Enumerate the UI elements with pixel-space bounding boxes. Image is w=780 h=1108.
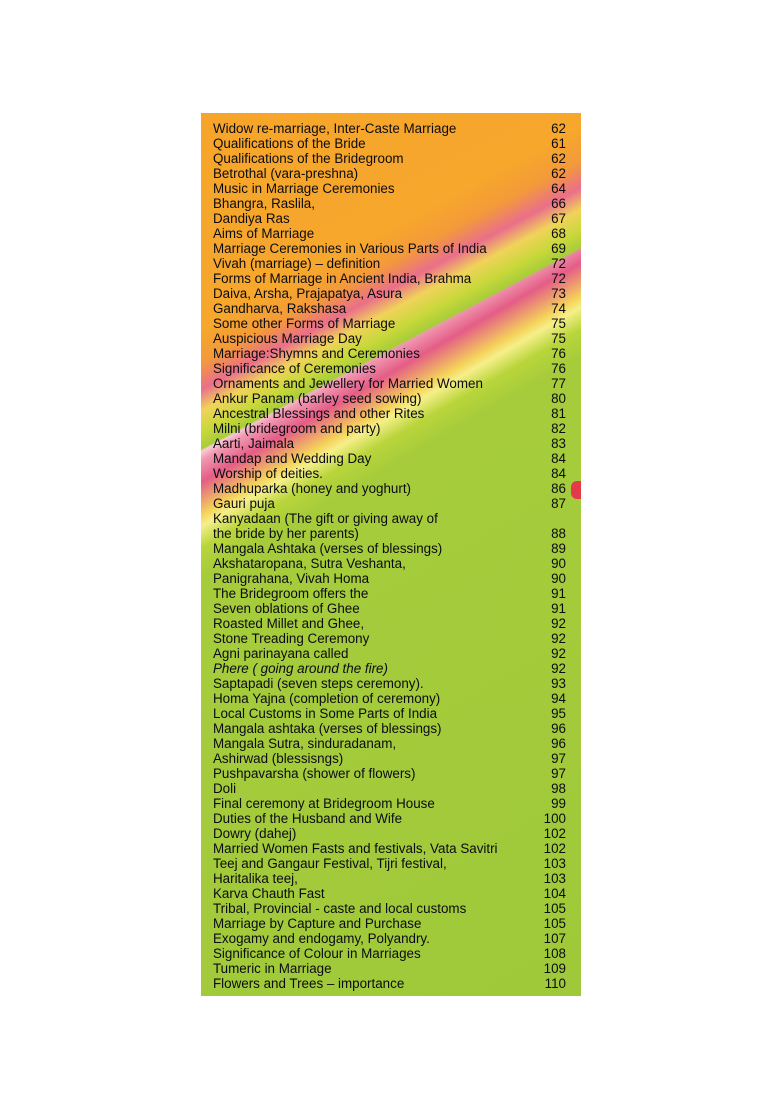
toc-entry-title: Some other Forms of Marriage [213,316,396,331]
toc-entry [213,136,569,151]
toc-entry-page-number: 86 [551,481,566,496]
toc-entry-title: Mandap and Wedding Day [213,451,372,466]
toc-entry-page-number: 95 [551,706,566,721]
toc-entry-title: Betrothal (vara-preshna) [213,166,359,181]
toc-entry-page-number: 64 [551,181,566,196]
toc-entry [213,616,569,631]
toc-entry-page-number: 72 [551,256,566,271]
toc-entry-page-number: 76 [551,361,566,376]
toc-entry [213,871,569,886]
toc-entry-title: Music in Marriage Ceremonies [213,181,395,196]
toc-entry [213,631,569,646]
toc-entry-page-number: 100 [543,811,566,826]
toc-entry-title: Mangala Sutra, sinduradanam, [213,736,397,751]
toc-entry-page-number: 96 [551,721,566,736]
toc-entry-page-number: 98 [551,781,566,796]
toc-entry-title: Gandharva, Rakshasa [213,301,347,316]
toc-entry-title: Doli [213,781,237,796]
toc-entry-title: Karva Chauth Fast [213,886,325,901]
toc-entry-title: Mangala Ashtaka (verses of blessings) [213,541,443,556]
toc-entry-page-number: 62 [551,151,566,166]
toc-entry-title: Ashirwad (blessisngs) [213,751,344,766]
toc-entry-title: Tribal, Provincial - caste and local customs [213,901,467,916]
toc-entry [213,271,569,286]
toc-entry-page-number: 90 [551,556,566,571]
toc-entry-title: Local Customs in Some Parts of India [213,706,438,721]
toc-entry-page-number: 102 [543,841,566,856]
toc-entry [213,796,569,811]
toc-entry [213,706,569,721]
toc-entry-title: Aims of Marriage [213,226,315,241]
toc-entry-title: Widow re-marriage, Inter-Caste Marriage [213,121,457,136]
toc-entry-page-number: 104 [543,886,566,901]
toc-entry-page-number: 61 [551,136,566,151]
toc-entry-page-number: 69 [551,241,566,256]
toc-entry-page-number: 109 [543,961,566,976]
toc-entry [213,781,569,796]
toc-entry [213,181,569,196]
toc-entry [213,931,569,946]
toc-entry-page-number: 89 [551,541,566,556]
toc-entry-page-number: 87 [551,496,566,511]
toc-entry-page-number: 67 [551,211,566,226]
toc-entry-title: Panigrahana, Vivah Homa [213,571,370,586]
toc-entry [213,721,569,736]
toc-entry-title: Daiva, Arsha, Prajapatya, Asura [213,286,403,301]
toc-entry-page-number: 99 [551,796,566,811]
toc-entry [213,976,569,991]
toc-entry-title: Agni parinayana called [213,646,349,661]
toc-entry [213,196,569,211]
toc-entry-title: Dowry (dahej) [213,826,297,841]
toc-entry-title: Flowers and Trees – importance [213,976,405,991]
toc-entry-title: Kanyadaan (The gift or giving away of [213,511,438,526]
toc-entry [213,571,569,586]
toc-entry-title: Married Women Fasts and festivals, Vata Savitri [213,841,498,856]
toc-entry-title: Vivah (marriage) – definition [213,256,381,271]
toc-entry [213,676,569,691]
toc-entry [213,286,569,301]
contents-panel [201,113,581,996]
toc-entry-title: Saptapadi (seven steps ceremony). [213,676,424,691]
toc-entry [213,526,569,541]
toc-entry-page-number: 72 [551,271,566,286]
toc-entry-page-number: 93 [551,676,566,691]
toc-entry [213,661,569,676]
toc-entry-page-number: 96 [551,736,566,751]
toc-entry-title: Ancestral Blessings and other Rites [213,406,425,421]
toc-entry-title: Phere ( going around the fire) [213,661,388,676]
toc-entry-page-number: 94 [551,691,566,706]
toc-entry [213,646,569,661]
toc-entry-title: Teej and Gangaur Festival, Tijri festival, [213,856,447,871]
toc-entry [213,151,569,166]
toc-entry-title: Forms of Marriage in Ancient India, Brahma [213,271,472,286]
toc-entry [213,481,569,496]
toc-entry-title: Bhangra, Raslila, [213,196,315,211]
toc-entry [213,316,569,331]
toc-entry [213,331,569,346]
toc-entry [213,586,569,601]
toc-entry-page-number: 103 [543,871,566,886]
toc-entry-title: Marriage:Shymns and Ceremonies [213,346,420,361]
toc-entry [213,376,569,391]
toc-entry-page-number: 92 [551,646,566,661]
toc-entry [213,601,569,616]
toc-entry [213,811,569,826]
toc-entry [213,226,569,241]
toc-entry-title: Aarti, Jaimala [213,436,295,451]
toc-entry-page-number: 73 [551,286,566,301]
toc-entry-page-number: 77 [551,376,566,391]
toc-entry-page-number: 92 [551,661,566,676]
toc-entry-page-number: 91 [551,601,566,616]
toc-entry [213,451,569,466]
toc-entry [213,346,569,361]
toc-entry [213,961,569,976]
toc-entry [213,421,569,436]
toc-entry-page-number: 110 [544,976,566,991]
toc-entry-title: Significance of Ceremonies [213,361,377,376]
toc-entry-page-number: 97 [551,766,566,781]
toc-entry-page-number: 80 [551,391,566,406]
toc-entry-title: Homa Yajna (completion of ceremony) [213,691,441,706]
toc-entry [213,166,569,181]
toc-entry-title: the bride by her parents) [213,526,359,541]
toc-entry-title: Ankur Panam (barley seed sowing) [213,391,422,406]
toc-entry [213,901,569,916]
toc-entry-page-number: 92 [551,616,566,631]
toc-entry-page-number: 68 [551,226,566,241]
toc-entry [213,301,569,316]
toc-entry-page-number: 91 [551,586,566,601]
toc-entry-page-number: 92 [551,631,566,646]
toc-entry-title: Duties of the Husband and Wife [213,811,403,826]
toc-entry-title: Dandiya Ras [213,211,290,226]
toc-entry-title: Marriage by Capture and Purchase [213,916,422,931]
toc-entry-page-number: 102 [543,826,566,841]
toc-entry [213,886,569,901]
toc-entry-title: Ornaments and Jewellery for Married Women [213,376,483,391]
toc-entry [213,391,569,406]
toc-entry [213,466,569,481]
toc-entry [213,436,569,451]
toc-entry-title: Qualifications of the Bridegroom [213,151,404,166]
toc-entry-page-number: 75 [551,331,566,346]
toc-entry [213,511,569,526]
toc-entry-title: Akshataropana, Sutra Veshanta, [213,556,406,571]
toc-entry-title: Seven oblations of Ghee [213,601,360,616]
toc-entry-title: Haritalika teej, [213,871,298,886]
toc-entry-page-number: 66 [551,196,566,211]
toc-entry-page-number: 62 [551,166,566,181]
toc-entry-page-number: 83 [551,436,566,451]
toc-entry-page-number: 105 [543,901,566,916]
toc-entry-page-number: 75 [551,316,566,331]
toc-entry [213,766,569,781]
toc-entry [213,856,569,871]
toc-entry-title: Final ceremony at Bridegroom House [213,796,435,811]
toc-entry-page-number: 62 [551,121,566,136]
toc-entry [213,751,569,766]
toc-entry [213,916,569,931]
toc-entry-page-number: 108 [543,946,566,961]
toc-entry [213,241,569,256]
toc-entry-page-number: 76 [551,346,566,361]
toc-entry-page-number: 105 [543,916,566,931]
toc-entry [213,211,569,226]
toc-entry [213,691,569,706]
toc-entry-title: Pushpavarsha (shower of flowers) [213,766,416,781]
decorative-red-mark [571,481,581,499]
toc-entry-page-number: 90 [551,571,566,586]
toc-entry-page-number: 84 [551,451,566,466]
toc-entry-page-number: 81 [551,406,566,421]
toc-entry [213,361,569,376]
toc-entry-page-number: 103 [543,856,566,871]
toc-entry-title: Auspicious Marriage Day [213,331,362,346]
toc-entry-page-number: 84 [551,466,566,481]
toc-entry-title: Milni (bridegroom and party) [213,421,381,436]
toc-entry-title: Marriage Ceremonies in Various Parts of India [213,241,487,256]
toc-entry-page-number: 74 [551,301,566,316]
toc-entry [213,496,569,511]
toc-entry-title: Roasted Millet and Ghee, [213,616,365,631]
toc-entry [213,841,569,856]
toc-entry-title: Madhuparka (honey and yoghurt) [213,481,412,496]
toc-entry [213,826,569,841]
toc-entry-title: Exogamy and endogamy, Polyandry. [213,931,430,946]
toc-entry-title: Worship of deities. [213,466,323,481]
toc-entry-title: Gauri puja [213,496,275,511]
toc-entry-title: Tumeric in Marriage [213,961,332,976]
toc-entry-page-number: 107 [543,931,566,946]
toc-entry-title: Qualifications of the Bride [213,136,366,151]
toc-entry [213,556,569,571]
toc-entry-title: The Bridegroom offers the [213,586,369,601]
toc-entry [213,256,569,271]
table-of-contents [213,121,569,991]
toc-entry [213,406,569,421]
toc-entry [213,541,569,556]
toc-entry-page-number: 82 [551,421,566,436]
toc-entry-page-number: 97 [551,751,566,766]
toc-entry [213,736,569,751]
toc-entry-title: Mangala ashtaka (verses of blessings) [213,721,442,736]
toc-entry [213,946,569,961]
toc-entry [213,121,569,136]
toc-entry-title: Stone Treading Ceremony [213,631,370,646]
toc-entry-title: Significance of Colour in Marriages [213,946,421,961]
toc-entry-page-number: 88 [551,526,566,541]
